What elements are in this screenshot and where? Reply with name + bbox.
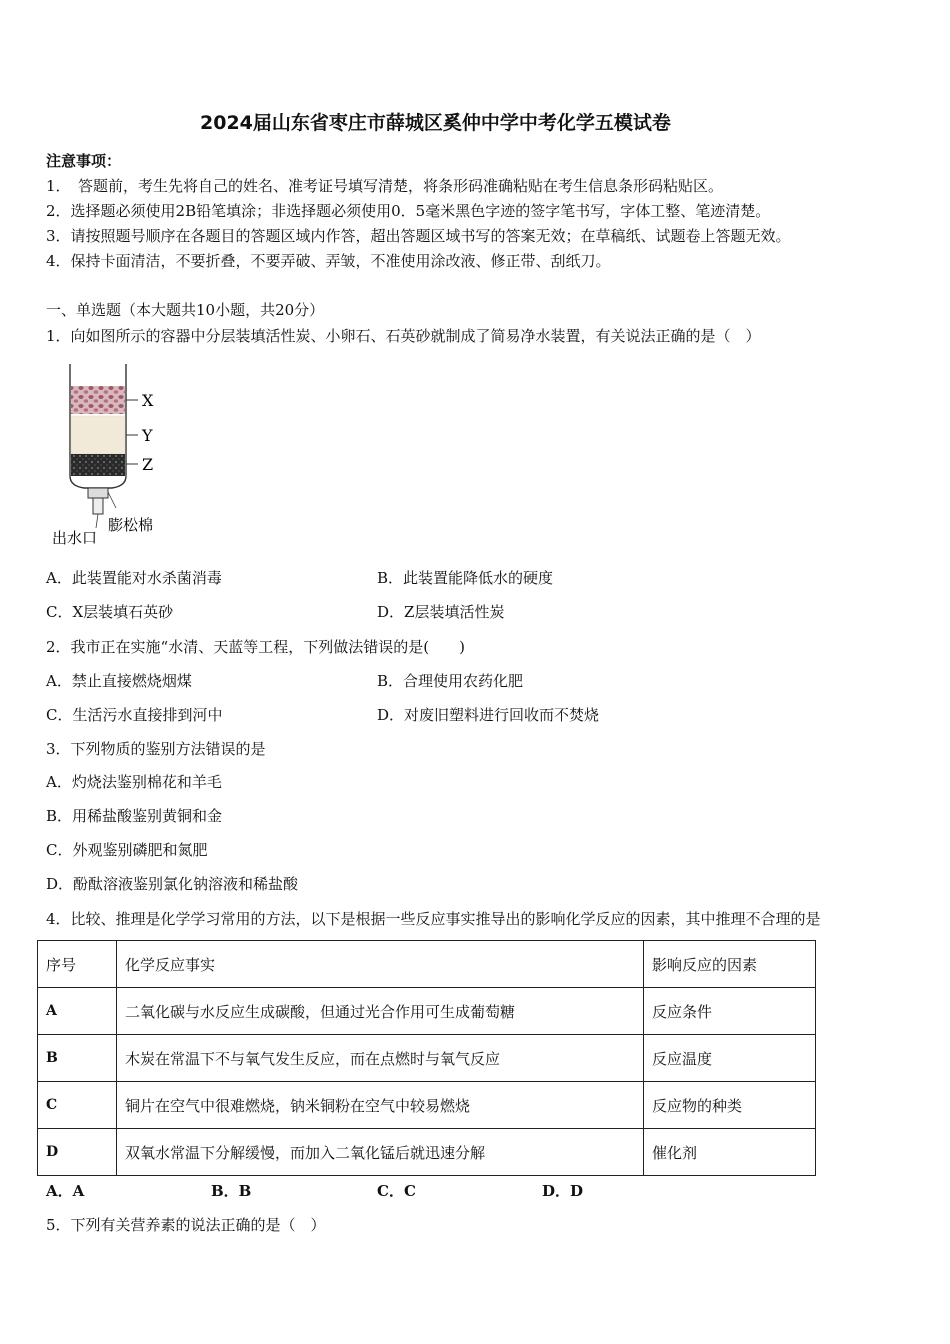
question-4-stem: 4．比较、推理是化学学习常用的方法，以下是根据一些反应事实推导出的影响化学反应的因素，其中推理不合理的是 bbox=[46, 910, 821, 928]
cotton-plug bbox=[88, 488, 108, 498]
carbon-layer bbox=[71, 454, 125, 476]
question-5-stem: 5．下列有关营养素的说法正确的是（ ） bbox=[46, 1216, 326, 1234]
label-y: Y bbox=[142, 426, 153, 445]
label-x: X bbox=[142, 391, 154, 410]
question-2-stem: 2．我市正在实施“水清、天蓝等工程，下列做法错误的是( ) bbox=[46, 638, 465, 656]
row-index: A bbox=[38, 988, 117, 1035]
table-row bbox=[38, 1035, 816, 1082]
notice-item-4: 4．保持卡面清洁，不要折叠，不要弄破、弄皱，不准使用涂改液、修正带、刮纸刀。 bbox=[46, 252, 611, 270]
q2-option-c: C．生活污水直接排到河中 bbox=[46, 706, 223, 724]
row-index: B bbox=[38, 1035, 117, 1082]
q4-option-d: D．D bbox=[542, 1182, 584, 1200]
q3-option-d: D．酚酞溶液鉴别氯化钠溶液和稀盐酸 bbox=[46, 875, 299, 893]
q1-option-a: A．此装置能对水杀菌消毒 bbox=[46, 569, 222, 587]
question-3-stem: 3．下列物质的鉴别方法错误的是 bbox=[46, 740, 266, 758]
table-header-row bbox=[38, 941, 816, 988]
page-title: 2024届山东省枣庄市薛城区奚仲中学中考化学五模试卷 bbox=[200, 112, 671, 134]
q1-option-c: C．X层装填石英砂 bbox=[46, 603, 174, 621]
notice-heading: 注意事项： bbox=[46, 152, 122, 170]
row-factor: 反应温度 bbox=[644, 1035, 816, 1082]
q3-option-c: C．外观鉴别磷肥和氮肥 bbox=[46, 841, 208, 859]
q4-option-b: B．B bbox=[211, 1182, 252, 1200]
q4-option-c: C．C bbox=[377, 1182, 416, 1200]
row-fact: 木炭在常温下不与氧气发生反应，而在点燃时与氧气反应 bbox=[117, 1035, 644, 1082]
q2-option-b: B．合理使用农药化肥 bbox=[377, 672, 524, 690]
row-index: C bbox=[38, 1082, 117, 1129]
outlet-pipe bbox=[93, 498, 103, 514]
row-factor: 反应条件 bbox=[644, 988, 816, 1035]
row-fact: 双氧水常温下分解缓慢，而加入二氧化锰后就迅速分解 bbox=[117, 1129, 644, 1176]
question-1-stem: 1．向如图所示的容器中分层装填活性炭、小卵石、石英砂就制成了简易净水装置，有关说法正确的是（ ） bbox=[46, 327, 761, 345]
label-cotton: 膨松棉 bbox=[108, 516, 154, 534]
water-filter-figure bbox=[48, 358, 188, 548]
q1-option-d: D．Z层装填活性炭 bbox=[377, 603, 505, 621]
header-factor: 影响反应的因素 bbox=[644, 941, 816, 988]
q1-option-b: B．此装置能降低水的硬度 bbox=[377, 569, 554, 587]
table-row bbox=[38, 1082, 816, 1129]
section-heading: 一、单选题（本大题共10小题，共20分） bbox=[46, 301, 325, 319]
q2-option-a: A．禁止直接燃烧烟煤 bbox=[46, 672, 192, 690]
table-row bbox=[38, 1129, 816, 1176]
notice-item-2: 2．选择题必须使用2B铅笔填涂；非选择题必须使用0．5毫米黑色字迹的签字笔书写，字体工整、笔迹清楚。 bbox=[46, 202, 771, 220]
row-factor: 反应物的种类 bbox=[644, 1082, 816, 1129]
table-row bbox=[38, 988, 816, 1035]
q3-option-b: B．用稀盐酸鉴别黄铜和金 bbox=[46, 807, 223, 825]
question-4-table bbox=[37, 940, 816, 1176]
header-index: 序号 bbox=[38, 941, 117, 988]
q3-option-a: A．灼烧法鉴别棉花和羊毛 bbox=[46, 773, 222, 791]
row-fact: 铜片在空气中很难燃烧，钠米铜粉在空气中较易燃烧 bbox=[117, 1082, 644, 1129]
q2-option-d: D．对废旧塑料进行回收而不焚烧 bbox=[377, 706, 600, 724]
label-outlet: 出水口 bbox=[52, 529, 98, 547]
row-factor: 催化剂 bbox=[644, 1129, 816, 1176]
label-z: Z bbox=[142, 455, 154, 474]
row-fact: 二氧化碳与水反应生成碳酸，但通过光合作用可生成葡萄糖 bbox=[117, 988, 644, 1035]
q4-option-a: A．A bbox=[46, 1182, 85, 1200]
pebble-layer bbox=[71, 386, 125, 414]
sand-layer bbox=[71, 416, 125, 454]
notice-item-3: 3．请按照题号顺序在各题目的答题区域内作答，超出答题区域书写的答案无效；在草稿纸、试题卷上答题无效。 bbox=[46, 227, 791, 245]
notice-item-1: 1． 答题前，考生先将自己的姓名、准考证号填写清楚，将条形码准确粘贴在考生信息条形码粘贴区。 bbox=[46, 177, 724, 195]
header-fact: 化学反应事实 bbox=[117, 941, 644, 988]
row-index: D bbox=[38, 1129, 117, 1176]
